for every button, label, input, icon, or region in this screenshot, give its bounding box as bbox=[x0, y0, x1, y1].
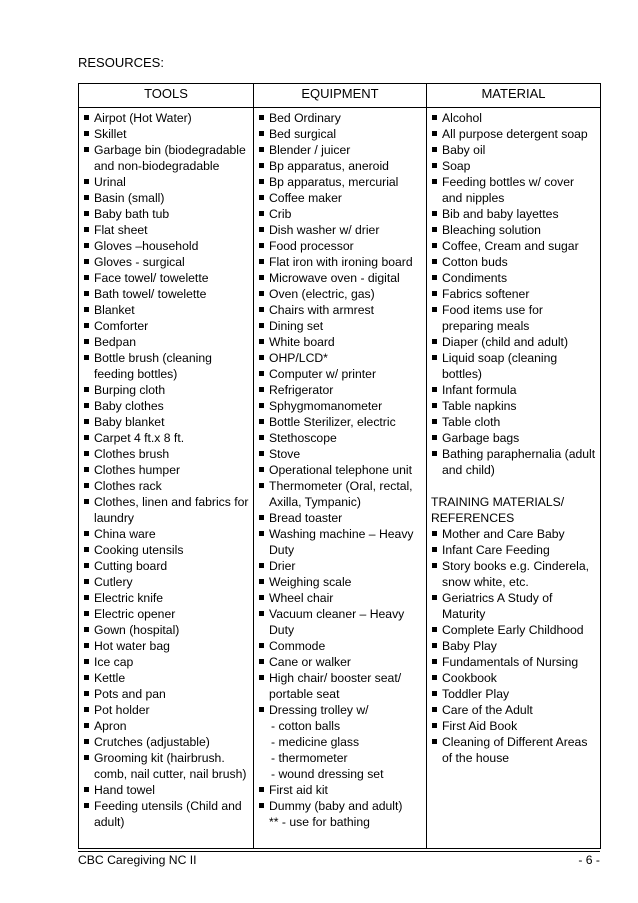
equipment-item: Wheel chair bbox=[258, 590, 423, 606]
tool-item: Face towel/ towelette bbox=[83, 270, 250, 286]
column-header-tools: TOOLS bbox=[79, 84, 254, 108]
tool-item: Flat sheet bbox=[83, 222, 250, 238]
equipment-item: Dining set bbox=[258, 318, 423, 334]
equipment-item: Dummy (baby and adult) bbox=[258, 798, 423, 814]
training-material-item: Baby Play bbox=[431, 638, 597, 654]
equipment-item: OHP/LCD* bbox=[258, 350, 423, 366]
training-material-item: Geriatrics A Study of Maturity bbox=[431, 590, 597, 622]
tool-item: Urinal bbox=[83, 174, 250, 190]
equipment-item: Bed surgical bbox=[258, 126, 423, 142]
equipment-tail-list bbox=[258, 782, 423, 814]
material-item: Garbage bags bbox=[431, 430, 597, 446]
tool-item: Clothes humper bbox=[83, 462, 250, 478]
equipment-cell bbox=[254, 108, 427, 849]
page-heading: RESOURCES: bbox=[78, 55, 164, 70]
equipment-item: Chairs with armrest bbox=[258, 302, 423, 318]
equipment-item: Bp apparatus, mercurial bbox=[258, 174, 423, 190]
tool-item: Cutting board bbox=[83, 558, 250, 574]
training-material-item: Mother and Care Baby bbox=[431, 526, 597, 542]
tool-item: Baby blanket bbox=[83, 414, 250, 430]
tool-item: Apron bbox=[83, 718, 250, 734]
tool-item: Kettle bbox=[83, 670, 250, 686]
material-item: Diaper (child and adult) bbox=[431, 334, 597, 350]
resources-table bbox=[78, 83, 601, 849]
column-header-equipment: EQUIPMENT bbox=[254, 84, 427, 108]
material-item: Baby oil bbox=[431, 142, 597, 158]
tool-item: Baby clothes bbox=[83, 398, 250, 414]
training-material-item: Story books e.g. Cinderela, snow white, etc. bbox=[431, 558, 597, 590]
footer-divider bbox=[78, 851, 600, 852]
tool-item: Comforter bbox=[83, 318, 250, 334]
equipment-item: Stethoscope bbox=[258, 430, 423, 446]
tool-item: Cutlery bbox=[83, 574, 250, 590]
equipment-item: Flat iron with ironing board bbox=[258, 254, 423, 270]
material-item: Cotton buds bbox=[431, 254, 597, 270]
equipment-item: Vacuum cleaner – Heavy Duty bbox=[258, 606, 423, 638]
equipment-item: Food processor bbox=[258, 238, 423, 254]
tools-cell bbox=[79, 108, 254, 849]
tool-item: Gloves –household bbox=[83, 238, 250, 254]
material-item: All purpose detergent soap bbox=[431, 126, 597, 142]
equipment-item: Microwave oven - digital bbox=[258, 270, 423, 286]
material-item: Fabrics softener bbox=[431, 286, 597, 302]
tool-item: Carpet 4 ft.x 8 ft. bbox=[83, 430, 250, 446]
tool-item: Burping cloth bbox=[83, 382, 250, 398]
equipment-item: Bottle Sterilizer, electric bbox=[258, 414, 423, 430]
equipment-item: Bp apparatus, aneroid bbox=[258, 158, 423, 174]
dressing-trolley-sublist bbox=[258, 718, 423, 782]
tools-list bbox=[83, 110, 250, 830]
equipment-item: Bread toaster bbox=[258, 510, 423, 526]
equipment-subitem: - wound dressing set bbox=[271, 767, 384, 781]
tool-item: Skillet bbox=[83, 126, 250, 142]
equipment-item: Blender / juicer bbox=[258, 142, 423, 158]
material-item: Soap bbox=[431, 158, 597, 174]
tool-item: Gloves - surgical bbox=[83, 254, 250, 270]
table-header-row bbox=[79, 84, 601, 108]
tool-item: Cooking utensils bbox=[83, 542, 250, 558]
tool-item: Gown (hospital) bbox=[83, 622, 250, 638]
equipment-item: Weighing scale bbox=[258, 574, 423, 590]
training-material-item: Cleaning of Different Areas of the house bbox=[431, 734, 597, 766]
equipment-subitem: - cotton balls bbox=[271, 719, 341, 733]
material-item: Liquid soap (cleaning bottles) bbox=[431, 350, 597, 382]
equipment-item: Washing machine – Heavy Duty bbox=[258, 526, 423, 558]
tool-item: Hand towel bbox=[83, 782, 250, 798]
equipment-item: Crib bbox=[258, 206, 423, 222]
equipment-item: Bed Ordinary bbox=[258, 110, 423, 126]
training-material-item: Care of the Adult bbox=[431, 702, 597, 718]
equipment-item: Computer w/ printer bbox=[258, 366, 423, 382]
equipment-item: Refrigerator bbox=[258, 382, 423, 398]
training-material-item: Complete Early Childhood bbox=[431, 622, 597, 638]
tool-item: Feeding utensils (Child and adult) bbox=[83, 798, 250, 830]
training-material-item: Infant Care Feeding bbox=[431, 542, 597, 558]
material-item: Infant formula bbox=[431, 382, 597, 398]
material-item: Condiments bbox=[431, 270, 597, 286]
training-material-item: Cookbook bbox=[431, 670, 597, 686]
training-material-item: Toddler Play bbox=[431, 686, 597, 702]
tool-item: Electric knife bbox=[83, 590, 250, 606]
tool-item: Baby bath tub bbox=[83, 206, 250, 222]
equipment-item: Coffee maker bbox=[258, 190, 423, 206]
tool-item: Bath towel/ towelette bbox=[83, 286, 250, 302]
footer-title: CBC Caregiving NC II bbox=[78, 853, 197, 867]
tool-item: Bedpan bbox=[83, 334, 250, 350]
equipment-note: ** - use for bathing bbox=[269, 815, 370, 829]
material-item: Feeding bottles w/ cover and nipples bbox=[431, 174, 597, 206]
material-item: Bathing paraphernalia (adult and child) bbox=[431, 446, 597, 478]
equipment-item: First aid kit bbox=[258, 782, 423, 798]
equipment-item: High chair/ booster seat/ portable seat bbox=[258, 670, 423, 702]
training-materials-heading: TRAINING MATERIALS/ REFERENCES bbox=[431, 495, 565, 525]
tool-item: China ware bbox=[83, 526, 250, 542]
tool-item: Blanket bbox=[83, 302, 250, 318]
table-body-row bbox=[79, 108, 601, 849]
material-item: Alcohol bbox=[431, 110, 597, 126]
tool-item: Electric opener bbox=[83, 606, 250, 622]
tool-item: Pots and pan bbox=[83, 686, 250, 702]
training-list bbox=[431, 526, 597, 766]
material-cell bbox=[427, 108, 601, 849]
tool-item: Clothes rack bbox=[83, 478, 250, 494]
material-item: Bleaching solution bbox=[431, 222, 597, 238]
column-header-material: MATERIAL bbox=[427, 84, 601, 108]
equipment-item: Commode bbox=[258, 638, 423, 654]
equipment-item: Stove bbox=[258, 446, 423, 462]
tool-item: Hot water bag bbox=[83, 638, 250, 654]
tool-item: Garbage bin (biodegradable and non-biodegradable bbox=[83, 142, 250, 174]
training-material-item: First Aid Book bbox=[431, 718, 597, 734]
material-list bbox=[431, 110, 597, 478]
training-material-item: Fundamentals of Nursing bbox=[431, 654, 597, 670]
tool-item: Pot holder bbox=[83, 702, 250, 718]
equipment-item: Operational telephone unit bbox=[258, 462, 423, 478]
equipment-item: Dressing trolley w/ bbox=[258, 702, 423, 718]
material-item: Table napkins bbox=[431, 398, 597, 414]
tool-item: Ice cap bbox=[83, 654, 250, 670]
equipment-item: Dish washer w/ drier bbox=[258, 222, 423, 238]
equipment-item: Cane or walker bbox=[258, 654, 423, 670]
material-item: Coffee, Cream and sugar bbox=[431, 238, 597, 254]
tool-item: Bottle brush (cleaning feeding bottles) bbox=[83, 350, 250, 382]
material-item: Bib and baby layettes bbox=[431, 206, 597, 222]
tool-item: Crutches (adjustable) bbox=[83, 734, 250, 750]
tool-item: Airpot (Hot Water) bbox=[83, 110, 250, 126]
tool-item: Clothes brush bbox=[83, 446, 250, 462]
equipment-list bbox=[258, 110, 423, 718]
equipment-item: Sphygmomanometer bbox=[258, 398, 423, 414]
page-number: - 6 - bbox=[578, 853, 600, 867]
equipment-item: Thermometer (Oral, rectal, Axilla, Tympanic) bbox=[258, 478, 423, 510]
equipment-subitem: - thermometer bbox=[271, 751, 348, 765]
material-item: Table cloth bbox=[431, 414, 597, 430]
equipment-item: Oven (electric, gas) bbox=[258, 286, 423, 302]
equipment-subitem: - medicine glass bbox=[271, 735, 360, 749]
material-item: Food items use for preparing meals bbox=[431, 302, 597, 334]
equipment-item: White board bbox=[258, 334, 423, 350]
tool-item: Clothes, linen and fabrics for laundry bbox=[83, 494, 250, 526]
tool-item: Basin (small) bbox=[83, 190, 250, 206]
equipment-item: Drier bbox=[258, 558, 423, 574]
tool-item: Grooming kit (hairbrush. comb, nail cutter, nail brush) bbox=[83, 750, 250, 782]
